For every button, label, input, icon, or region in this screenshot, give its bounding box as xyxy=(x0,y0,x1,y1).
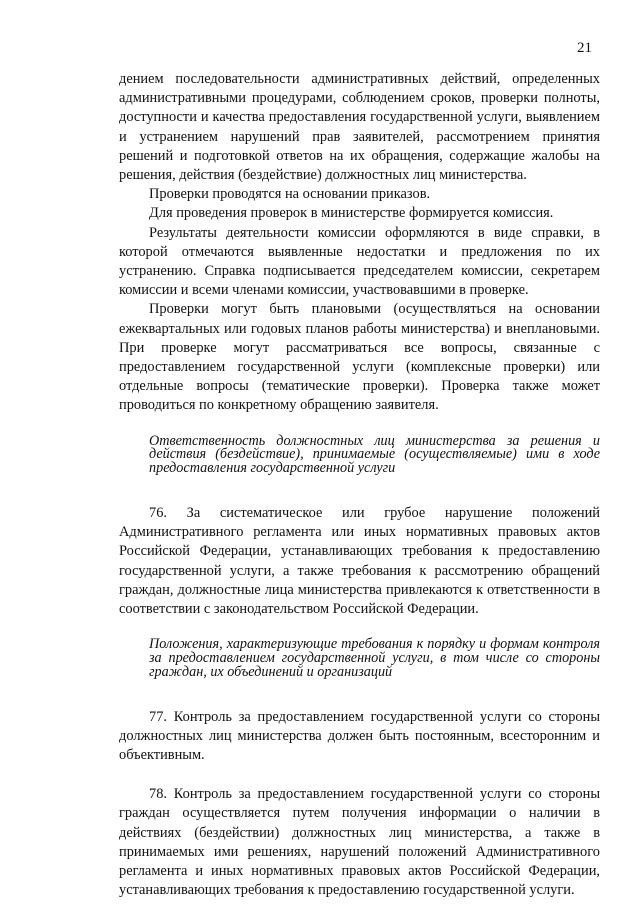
document-body xyxy=(119,70,600,900)
paragraph-orders: Проверки проводятся на основании приказов. xyxy=(149,186,431,203)
paragraph-77: 77. Контроль за предоставлением государственной услуги со стороны должностных лиц министерства должен быть постоянным, всесторонним и объективным. xyxy=(119,708,600,764)
section-heading-responsibility: Ответственность должностных лиц министерства за решения и действия (бездействие), принимаемые (осуществляемые) ими в ходе предоставления государственной услуги xyxy=(149,432,600,477)
paragraph-results: Результаты деятельности комиссии оформляются в виде справки, в которой отмечаются выявленные недостатки и предложения по их устранению. Справка подписывается председателем комиссии, секретарем комиссии и всеми членами комиссии, участвовавшими в проверке. xyxy=(119,224,600,299)
paragraph-inspections: Проверки могут быть плановыми (осуществляться на основании ежеквартальных или годовых планов работы министерства) и внеплановыми. При проверке могут рассматриваться все вопросы, связанные с предоставлением государственной услуги (комплексные проверки) или отдельные вопросы (тематические проверки). Проверка также может проводиться по конкретному обращению заявителя. xyxy=(119,301,600,414)
paragraph-continuation: дением последовательности административных действий, определенных административными процедурами, соблюдением сроков, проверки полноты, доступности и качества предоставления государственной услуги, выявлением и устранением нарушений прав заявителей, рассмотрением принятия решений и подготовкой ответов на их обращения, содержащие жалобы на решения, действия (бездействие) должностных лиц министерства. xyxy=(119,71,600,184)
paragraph-76: 76. За систематическое или грубое нарушение положений Административного регламента или иных нормативных правовых актов Российской Федерации, устанавливающих требования к предоставлению государственной услуги, а также требования к рассмотрению обращений граждан, должностные лица министерства привлекаются к ответственности в соответствии с законодательством Российской Федерации. xyxy=(119,505,600,618)
paragraph-78: 78. Контроль за предоставлением государственной услуги со стороны граждан осуществляется путем получения информации о наличии в действиях (бездействии) должностных лиц министерства, а также в принимаемых ими решениях, нарушений положений Административного регламента и иных нормативных правовых актов Российской Федерации, устанавливающих требования к предоставлению государственной услуги. xyxy=(119,786,600,899)
paragraph-commission: Для проведения проверок в министерстве формируется комиссия. xyxy=(149,205,554,222)
page-number: 21 xyxy=(577,40,592,56)
section-heading-control: Положения, характеризующие требования к порядку и формам контроля за предоставлением государственной услуги, в том числе со стороны граждан, их объединений и организаций xyxy=(149,636,600,680)
